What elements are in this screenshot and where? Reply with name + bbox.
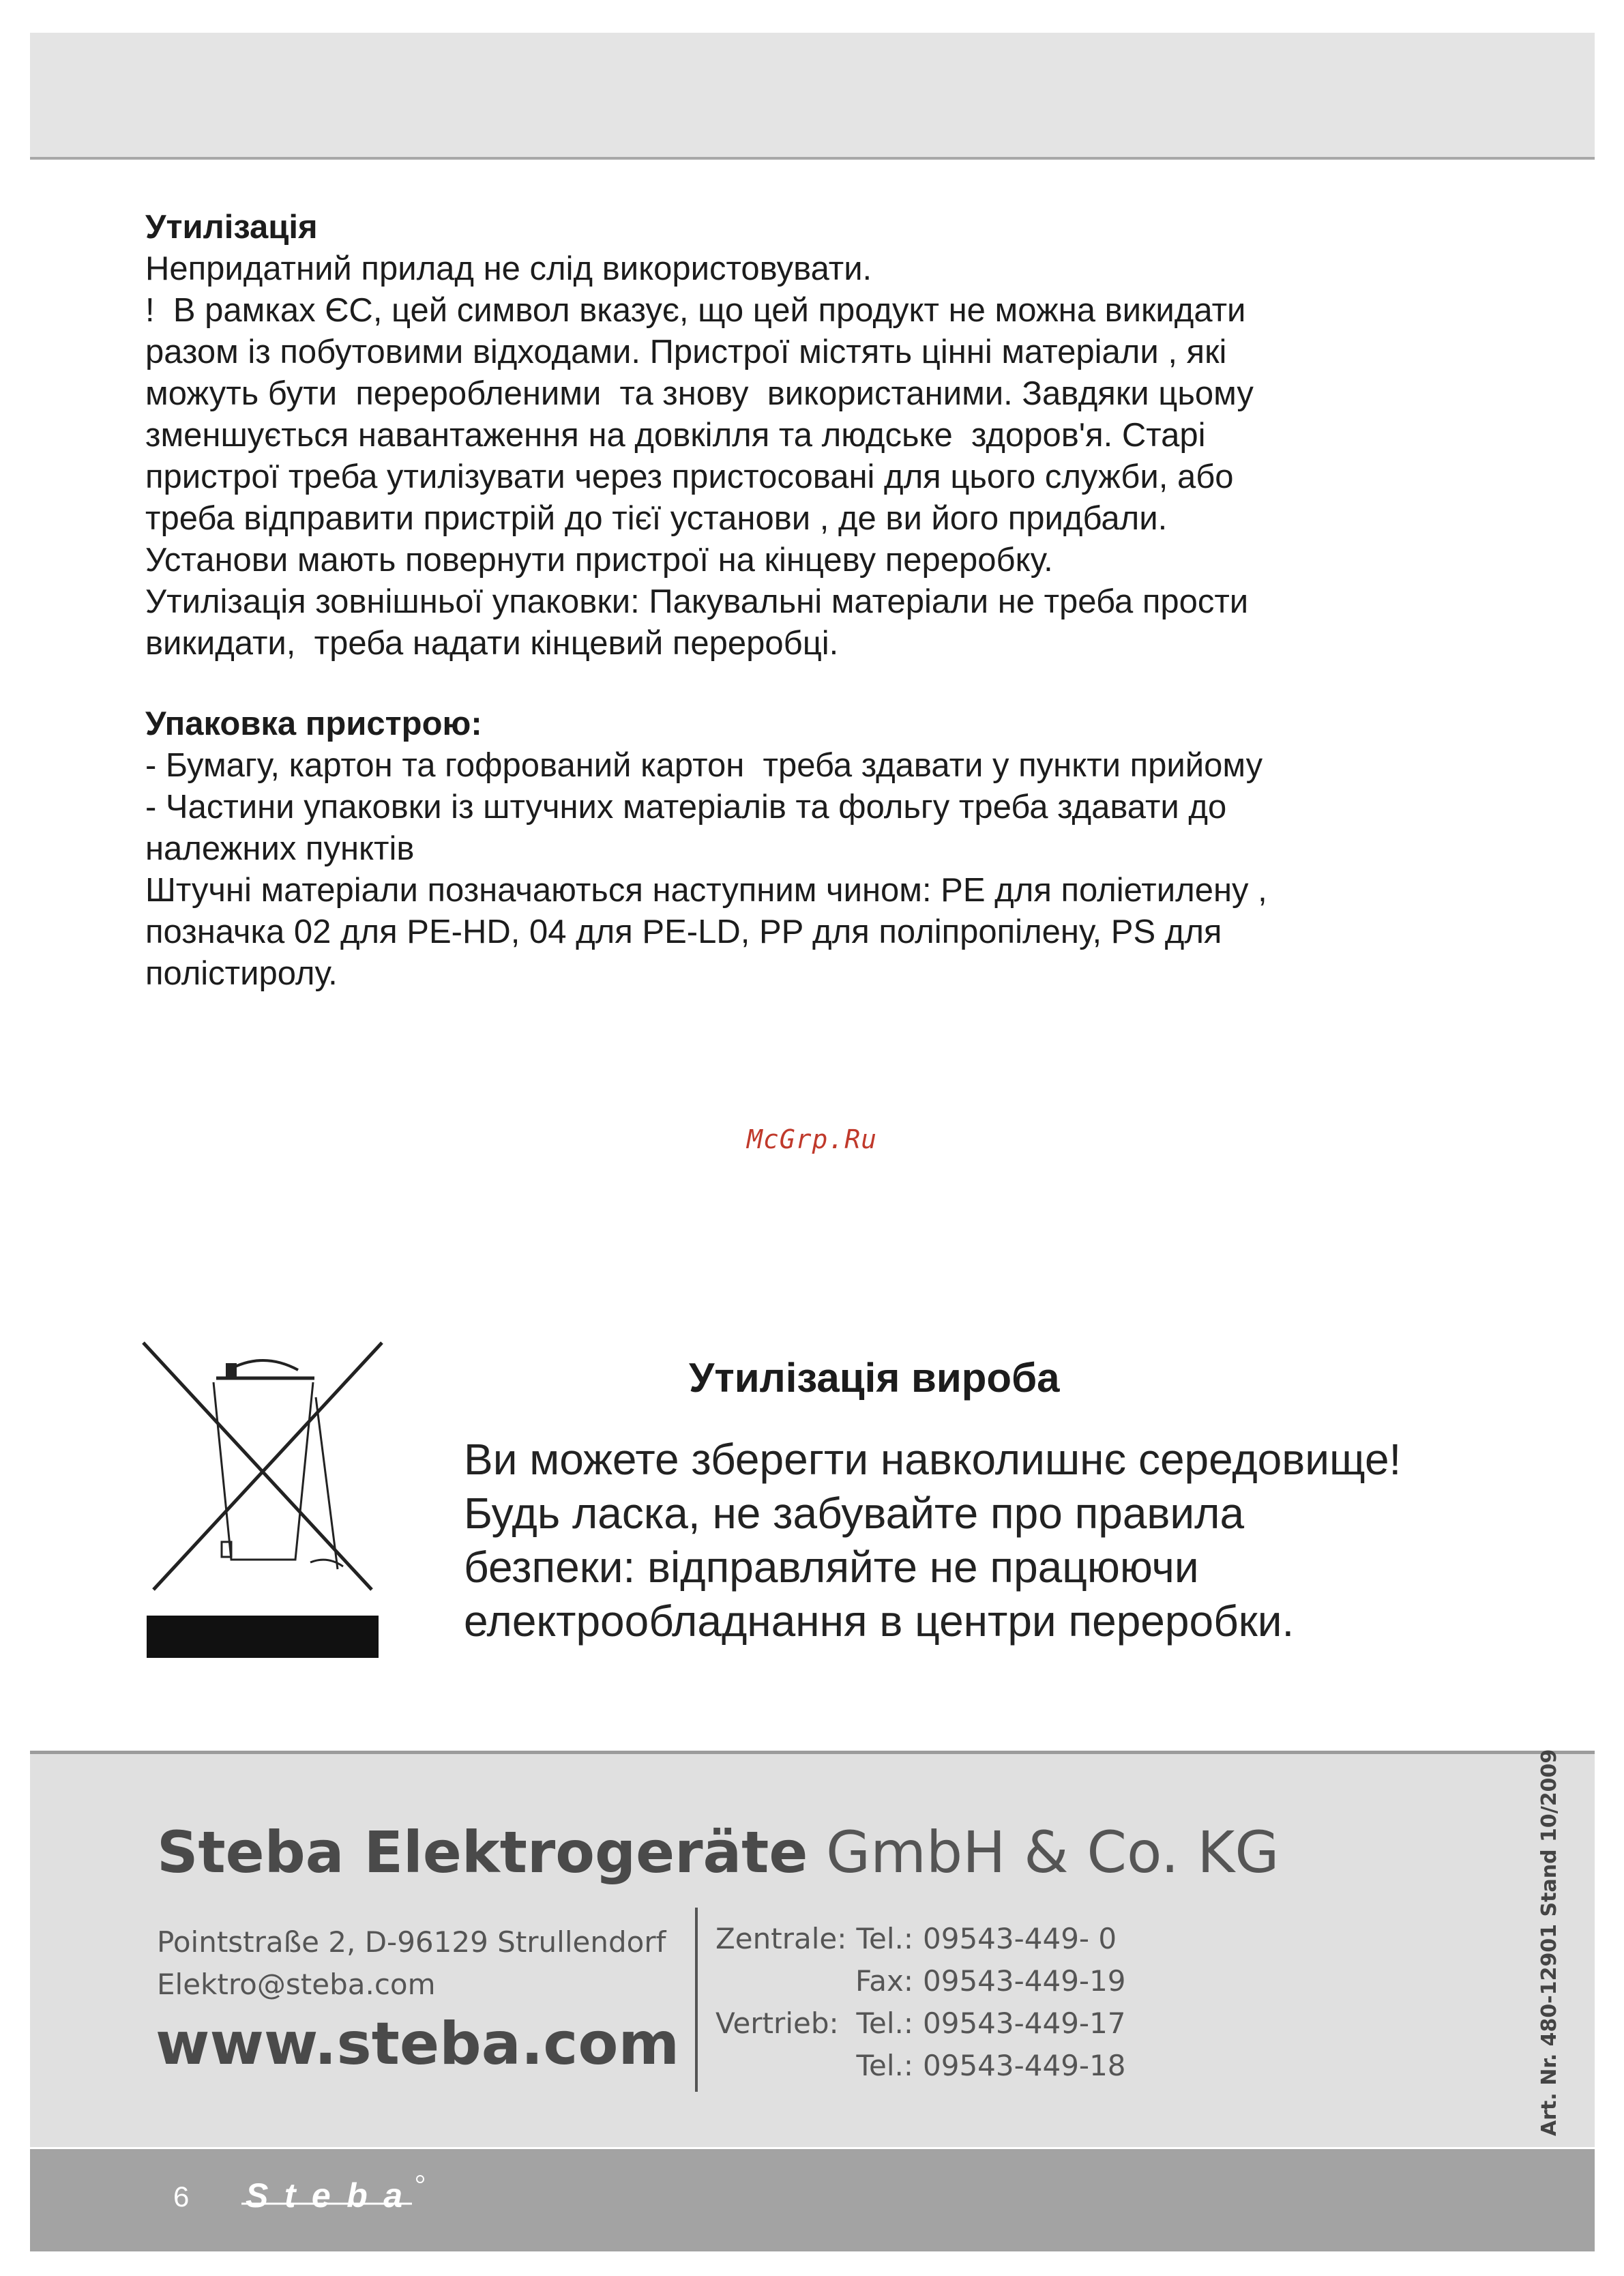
contact-number: 09543-449- 0 (923, 1922, 1117, 1955)
svg-text:Steba: Steba (246, 2176, 402, 2215)
contact-label (715, 2045, 852, 2087)
email-link[interactable]: Elektro@steba.com (157, 1968, 436, 2001)
watermark: McGrp.Ru (746, 1124, 878, 1154)
contact-row (715, 2002, 1126, 2045)
company-name-bold: Steba Elektrogeräte (157, 1819, 808, 1886)
header-band (30, 33, 1595, 160)
contact-kind: Fax: (855, 1964, 913, 1998)
crossed-out-wheelie-bin-icon (140, 1337, 385, 1658)
weee-title: Утилізація виробa (689, 1355, 1060, 1401)
address-block (157, 1921, 666, 2006)
website-link[interactable]: www.steba.com (156, 2010, 680, 2078)
contact-kind: Tel.: (856, 1922, 913, 1955)
page-number: 6 (173, 2180, 190, 2213)
address: Pointstraße 2, D-96129 Strullendorf (157, 1925, 666, 1959)
company-name (157, 1819, 1279, 1886)
contact-row (715, 1960, 1126, 2002)
contact-kind: Tel.: (856, 2049, 913, 2082)
contact-label: Vertrieb: (715, 2007, 839, 2040)
contact-number: 09543-449-17 (923, 2007, 1126, 2040)
contact-number: 09543-449-18 (923, 2049, 1126, 2082)
article-number-box (1531, 1749, 1571, 2143)
disposal-section (145, 206, 1441, 665)
steba-logo-icon (241, 2170, 426, 2224)
weee-text: Ви можете зберегти навколишнє середовище! Будь ласка, не забувайте про правила безпеки: відправляйте не працюючи електрообладнання в центри переробки. (464, 1435, 1402, 1646)
packaging-section (145, 703, 1441, 995)
contact-label: Zentrale: (715, 1922, 847, 1955)
contact-kind: Tel.: (856, 2007, 913, 2040)
company-name-rest: GmbH & Co. KG (808, 1819, 1280, 1886)
contacts-block (715, 1918, 1126, 2087)
contact-number: 09543-449-19 (923, 1964, 1126, 1998)
disposal-heading: Утилізація (145, 209, 318, 246)
packaging-heading: Упаковка пристрою: (145, 705, 482, 742)
packaging-text: - Бумагу, картон та гофрований картон треба здавати у пункти прийому - Частини упаковки із штучних матеріалів та фольгу треба здавати до належних пунктів Штучні матеріали позначаються наступним чином: PE для поліетилену , позначка 02 для PE-HD, 04 для PE-LD, PP для поліпропілену, PS для полістиролу. (145, 747, 1267, 992)
footer-box (30, 1751, 1595, 2147)
disposal-text: Непридатний прилад не слід використовувати. ! В рамках ЄС, цей символ вказує, що цей продукт не можна викидати разом із побутовими відходами. Пристрої містять цінні матеріали , які можуть бути переробленими та знову використаними. Завдяки цьому зменшується навантаження на довкілля та людське здоров'я. Старі пристрої треба утилізувати через пристосовані для цього служби, або треба відправити пристрій до тієї установи , де ви його придбали. Установи мають повернути пристрої на кінцеву переробку. Утилізація зовнішньої упаковки: Пакувальні матеріали не треба прости викидати, треба надати кінцевий переробці. (145, 250, 1254, 662)
contact-label (715, 1960, 852, 2002)
contact-row (715, 1918, 1126, 1960)
bottom-bar (30, 2149, 1595, 2251)
article-number: Art. Nr. 480-12901 Stand 10/2009 (1537, 1749, 1561, 2136)
footer-divider (695, 1908, 698, 2092)
contact-row (715, 2045, 1126, 2087)
